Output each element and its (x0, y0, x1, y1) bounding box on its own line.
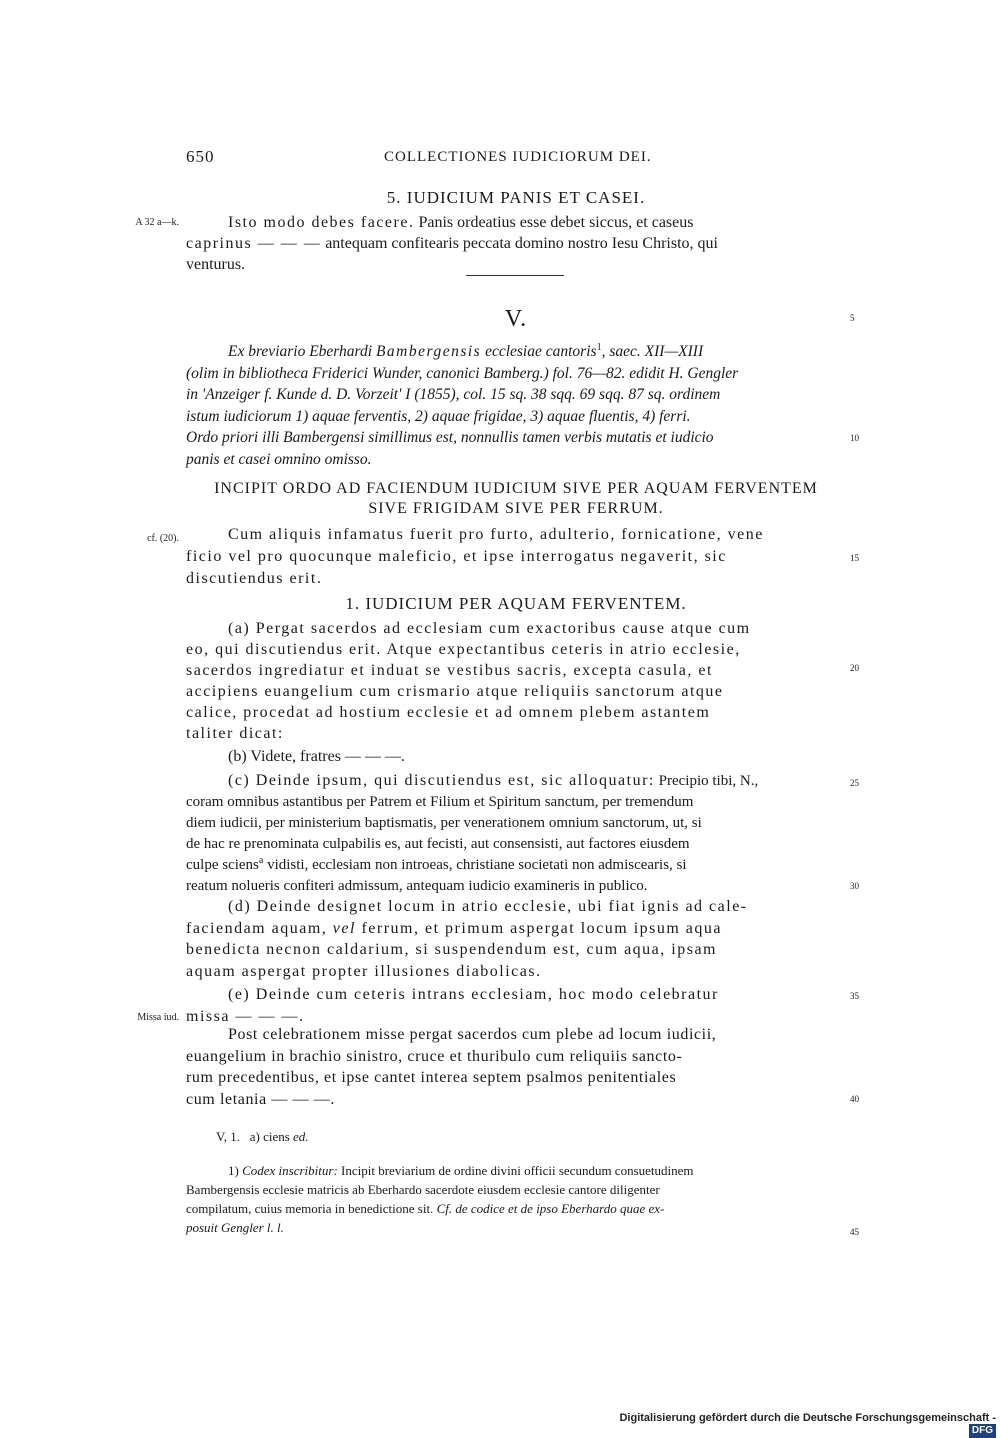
footnote (186, 1161, 846, 1237)
apparatus-reading: a) ciens (249, 1129, 290, 1144)
c-line1-spaced: (c) Deinde ipsum, qui discutiendus est, sic alloquatur: (228, 772, 655, 789)
b-line: (b) Videte, fratres — — —. (228, 748, 405, 765)
d-line1: (d) Deinde designet locum in atrio ecclesie, ubi fiat ignis ad cale- (228, 898, 748, 915)
footnote-label: Codex inscribitur: (242, 1163, 338, 1178)
intro-italic-1: Ex breviario Eberhardi (228, 343, 373, 360)
footnote-line1 (186, 1161, 846, 1180)
line-number-40: 40 (850, 1094, 859, 1104)
a-line5: calice, procedat ad hostium ecclesie et ad omnem plebem astantem (186, 704, 711, 721)
intro-line1 (186, 341, 846, 363)
footnote-line3a: compilatum, cuius memoria in benedictione sit. (186, 1201, 434, 1216)
running-header (186, 147, 846, 169)
running-title: COLLECTIONES IUDICIORUM DEI. (384, 149, 652, 165)
margin-note-missa: Missa iud. (137, 1012, 179, 1023)
apparatus-ref: V, 1. (216, 1129, 240, 1144)
line-number-35: 35 (850, 991, 859, 1001)
section5-line3: venturus. (186, 256, 246, 273)
incipit-heading (186, 479, 846, 519)
c-line3: diem iudicii, per ministerium baptismatis, per venerationem omnium sanctorum, ut, si (186, 815, 702, 831)
footnote-line3 (186, 1199, 846, 1218)
e-line2: missa — — —. (186, 1007, 305, 1025)
section1-a (186, 618, 846, 744)
section1-heading: 1. IUDICIUM PER AQUAM FERVENTEM. (345, 594, 687, 613)
c-line6: reatum nolueris confiteri admissum, antequam iudicio examineris in publico. (186, 878, 648, 894)
section5-heading: 5. IUDICIUM PANIS ET CASEI. (386, 188, 646, 207)
c-line1-rest: Precipio tibi, N., (658, 773, 759, 789)
a-line3: sacerdos ingrediatur et induat se vestibus sacris, excepta casula, et (186, 662, 713, 679)
c-line5-ref: a (258, 855, 264, 866)
footnote-line2: Bambergensis ecclesie matricis ab Eberhardo sacerdote eiusdem ecclesie cantore diligenter (186, 1182, 660, 1197)
section1-d (186, 896, 846, 982)
incipit-text (186, 524, 846, 590)
line-number-10: 10 (850, 433, 859, 443)
section1-c (186, 770, 846, 897)
section5-text (186, 212, 846, 275)
line-number-20: 20 (850, 663, 859, 673)
d-line2b: ferrum, et primum aspergat locum ipsum aqua (361, 919, 723, 937)
section5-spaced-1: Isto modo debes facere. (228, 214, 415, 231)
section5-line2-rest: antequam confitearis peccata domino nostro Iesu Christo, qui (325, 235, 718, 252)
d-line4: aquam aspergat propter illusiones diabolicas. (186, 962, 542, 980)
d-line2 (186, 918, 846, 940)
e-line1: (e) Deinde cum ceteris intrans ecclesiam, hoc modo celebratur (228, 986, 719, 1003)
d-line3: benedicta necnon caldarium, si suspendendum est, cum aqua, ipsam (186, 941, 717, 958)
post-line4: cum letania — — —. (186, 1090, 335, 1108)
post-line1: Post celebrationem misse pergat sacerdos cum plebe ad locum iudicii, (228, 1026, 717, 1043)
section5-line1-rest: Panis ordeatius esse debet siccus, et caseus (418, 214, 694, 231)
digitization-credit (600, 1412, 996, 1436)
incipit-line3: discutiendus erit. (186, 570, 323, 587)
c-line2: coram omnibus astantibus per Patrem et Filium et Spiritum sanctum, per tremendum (186, 794, 694, 810)
incipit-heading-line1: INCIPIT ORDO AD FACIENDUM IUDICIUM SIVE PER AQUAM FERVENTEM (214, 480, 818, 497)
line-number-45: 45 (850, 1227, 859, 1237)
c-line5 (186, 855, 846, 876)
line-number-30: 30 (850, 881, 859, 891)
line-number-25: 25 (850, 778, 859, 788)
apparatus (216, 1129, 309, 1145)
c-line5a: culpe sciens (186, 857, 259, 873)
chapter-intro (186, 341, 846, 470)
section-divider (466, 275, 564, 276)
intro-line3: in 'Anzeiger f. Kunde d. D. Vorzeit' I (1855), col. 15 sq. 38 sqq. 69 sqq. 87 sq. ordinem (186, 386, 721, 403)
intro-italic-2: ecclesiae cantoris (485, 343, 597, 360)
c-line4: de hac re prenominata culpabilis es, aut fecisti, aut consensisti, aut factores eiusdem (186, 836, 690, 852)
page-number: 650 (186, 147, 215, 166)
section5-line1 (186, 212, 846, 233)
section5-spaced-2: caprinus — — — (186, 235, 322, 252)
intro-footnote-ref: 1 (596, 341, 602, 353)
section1-e (186, 984, 846, 1027)
chapter-numeral: V. (504, 306, 528, 332)
section5-line2 (186, 233, 846, 254)
margin-note-cf20: cf. (20). (147, 533, 179, 544)
a-line4: accipiens euangelium cum crismario atque reliquiis sanctorum atque (186, 683, 724, 700)
footnote-line3-italic: Cf. de codice et de ipso Eberhardo quae ex- (436, 1201, 665, 1216)
footnote-number: 1) (228, 1163, 239, 1178)
incipit-line2: ficio vel pro quocunque maleficio, et ipse interrogatus negaverit, sic (186, 548, 727, 565)
footnote-line1-rest: Incipit breviarium de ordine divini officii secundum consuetudinem (341, 1163, 694, 1178)
incipit-heading-line2: SIVE FRIGIDAM SIVE PER FERRUM. (368, 500, 664, 517)
intro-line4: istum iudiciorum 1) aquae ferventis, 2) aquae frigidae, 3) aquae fluentis, 4) ferri. (186, 407, 691, 425)
apparatus-siglum: ed. (293, 1129, 309, 1144)
post-line3: rum precedentibus, et ipse cantet interea septem psalmos penitentiales (186, 1069, 677, 1086)
intro-line6: panis et casei omnino omisso. (186, 450, 372, 468)
post-line2: euangelium in brachio sinistro, cruce et thuribulo cum reliquiis sancto- (186, 1047, 683, 1065)
intro-line2: (olim in bibliotheca Friderici Wunder, canonici Bamberg.) fol. 76—82. edidit H. Gengler (186, 364, 739, 382)
line-number-15: 15 (850, 553, 859, 563)
line-number-5: 5 (850, 313, 855, 323)
intro-rest-1: , saec. XII—XIII (601, 343, 704, 360)
c-line5b: vidisti, ecclesiam non introeas, christiane societati non admiscearis, si (263, 857, 687, 873)
dfg-badge: DFG (969, 1424, 996, 1438)
a-line2: eo, qui discutiendus erit. Atque expectantibus ceteris in atrio ecclesie, (186, 641, 741, 658)
d-line2-vel: vel (332, 919, 356, 937)
footnote-line4: posuit Gengler l. l. (186, 1220, 284, 1235)
d-line2a: faciendam aquam, (186, 919, 328, 937)
a-line1: (a) Pergat sacerdos ad ecclesiam cum exactoribus cause atque cum (228, 620, 751, 637)
c-line1 (186, 770, 846, 792)
intro-line5: Ordo priori illi Bambergensi simillimus est, nonnullis tamen verbis mutatis et iudicio (186, 429, 714, 446)
incipit-line1: Cum aliquis infamatus fuerit pro furto, adulterio, fornicatione, vene (228, 526, 764, 543)
section1-post (186, 1024, 846, 1110)
section1-b (186, 746, 846, 767)
credit-text: Digitalisierung gefördert durch die Deutsche Forschungsgemeinschaft - (619, 1412, 996, 1424)
a-line6: taliter dicat: (186, 725, 284, 742)
margin-note-a32: A 32 a—k. (135, 217, 179, 228)
intro-spaced-name: Bambergensis (375, 343, 482, 360)
